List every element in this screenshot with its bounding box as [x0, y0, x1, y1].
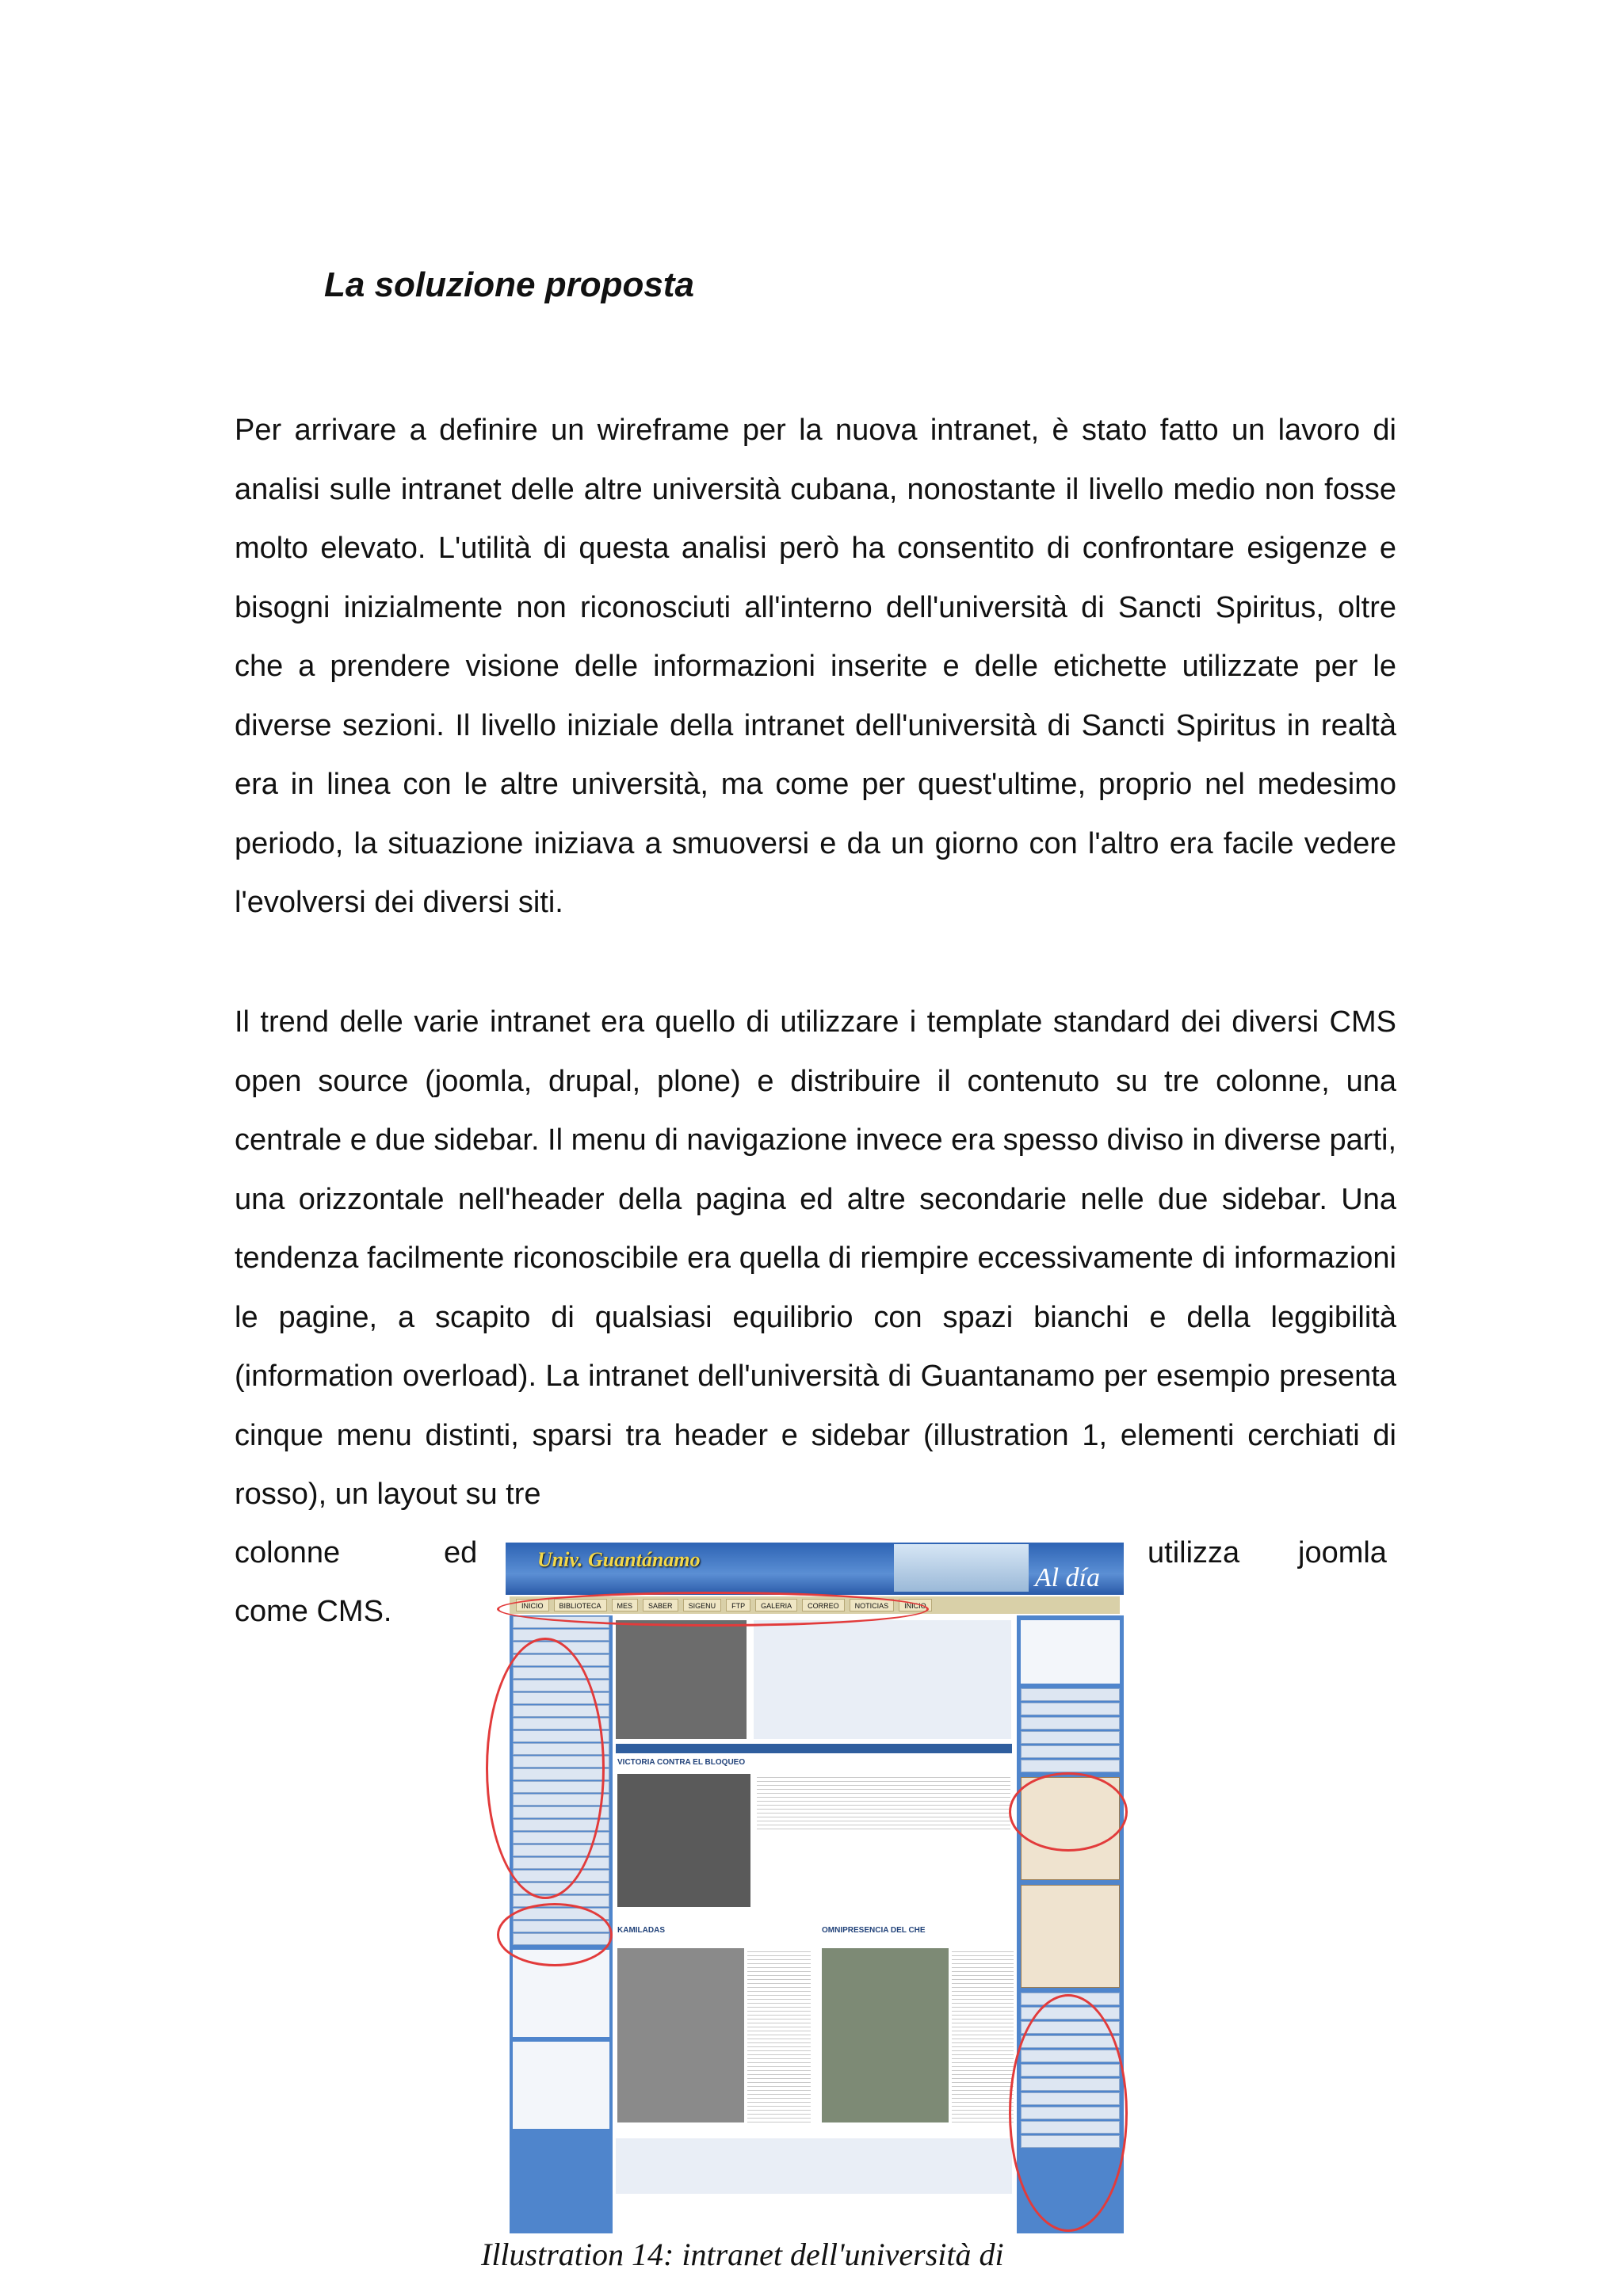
nav-item: FTP — [726, 1599, 750, 1611]
left-menu-item — [513, 1629, 609, 1641]
article-photo — [617, 1948, 744, 2122]
nav-item: CORREO — [802, 1599, 845, 1611]
right-menu-item — [1021, 1717, 1120, 1730]
article-title: VICTORIA CONTRA EL BLOQUEO — [617, 1758, 746, 1767]
building-photo — [894, 1544, 1029, 1592]
site-logo: Univ. Guantánamo — [537, 1548, 701, 1571]
nav-item: SIGENU — [683, 1599, 722, 1611]
section-bar — [616, 1744, 1012, 1753]
right-menu-item — [1021, 1760, 1120, 1772]
intranet-screenshot-figure — [486, 1543, 1145, 2240]
nav-item: GALERIA — [755, 1599, 797, 1611]
nav-item: BIBLIOTECA — [554, 1599, 607, 1611]
section-heading: La soluzione proposta — [324, 265, 694, 304]
nav-item: INICIO — [516, 1599, 549, 1611]
figure-caption: Illustration 14: intranet dell'università di — [481, 2237, 1004, 2272]
nav-item: INICIO — [899, 1599, 932, 1611]
nav-item: SABER — [643, 1599, 678, 1611]
right-menu-item — [1021, 1731, 1120, 1744]
pagination-block — [616, 2138, 1012, 2194]
news-links-block — [754, 1620, 1011, 1739]
highlight-ring-left-submenu — [497, 1903, 613, 1966]
article-text — [757, 1774, 1010, 1829]
site-content — [614, 1615, 1015, 2233]
article-photo — [617, 1774, 750, 1907]
right-menu-item — [1021, 1703, 1120, 1715]
calendar-widget — [1021, 1885, 1120, 1988]
article-text — [952, 1948, 1014, 2122]
wrap-word-utilizza: utilizza — [1148, 1536, 1240, 1569]
nav-item: NOTICIAS — [850, 1599, 895, 1611]
headline-photo — [616, 1620, 747, 1739]
nav-item: MES — [612, 1599, 639, 1611]
web-box — [1021, 1620, 1120, 1684]
article-title: KAMILADAS — [617, 1926, 665, 1935]
paragraph-analysis: Per arrivare a definire un wireframe per la nuova intranet, è stato fatto un lavoro di analisi sulle intranet delle altre università cubana, nonostante il livello medio non fosse molto elevato. L'utilità di questa analisi però ha consentito di confrontare esigenze e bisogni inizialmente non riconosciuti all'interno dell'università di Sancti Spiritus, oltre che a prendere visione delle informazioni inserite e delle etichette utilizzate per le diverse sezioni. Il livello iniziale della intranet dell'università di Sancti Spiritus in realtà era in linea con le altre università, ma come per quest'ultime, proprio nel medesimo periodo, la situazione iniziava a smuoversi e da un giorno con l'altro era facile vedere l'evolversi dei diversi siti. — [235, 414, 1396, 919]
article-photo — [822, 1948, 949, 2122]
wrap-word-colonne: colonne — [235, 1536, 341, 1569]
article-text — [747, 1948, 811, 2122]
wrap-word-ed: ed — [444, 1536, 478, 1569]
login-box — [513, 2042, 609, 2129]
highlight-ring-left-menu — [486, 1638, 605, 1899]
right-menu-item — [1021, 1745, 1120, 1758]
highlight-ring-university-links — [1009, 1994, 1128, 2232]
paragraph-trend: Il trend delle varie intranet era quello di utilizzare i template standard dei diversi CMS open source (joomla, drupal, plone) e distribuire il contenuto su tre colonne, una centrale e due sidebar. Il menu di navigazione invece era spesso diviso in diverse parti, una orizzontale nell'header della pagina ed altre secondarie nelle due sidebar. Una tendenza facilmente riconoscibile era quella di riempire eccessivamente di informazioni le pagine, a scapito di qualsiasi equilibrio con spazi bianchi e della leggibilità (information overload). La intranet dell'università di Guantanamo per esempio presenta cinque menu distinti, sparsi tra header e sidebar (illustration 1, elementi cerchiati di rosso), un layout su tre — [235, 1005, 1396, 1511]
site-tagline: Al día — [1034, 1563, 1100, 1592]
wrap-word-joomla: joomla — [1298, 1536, 1387, 1569]
search-field — [1021, 1688, 1120, 1701]
highlight-ring-right-links — [1009, 1772, 1128, 1852]
wrap-line-come-cms: come CMS. — [235, 1595, 392, 1628]
site-header — [506, 1543, 1124, 1595]
highlight-ring-top-nav — [497, 1592, 929, 1627]
article-title: OMNIPRESENCIA DEL CHE — [822, 1926, 926, 1935]
